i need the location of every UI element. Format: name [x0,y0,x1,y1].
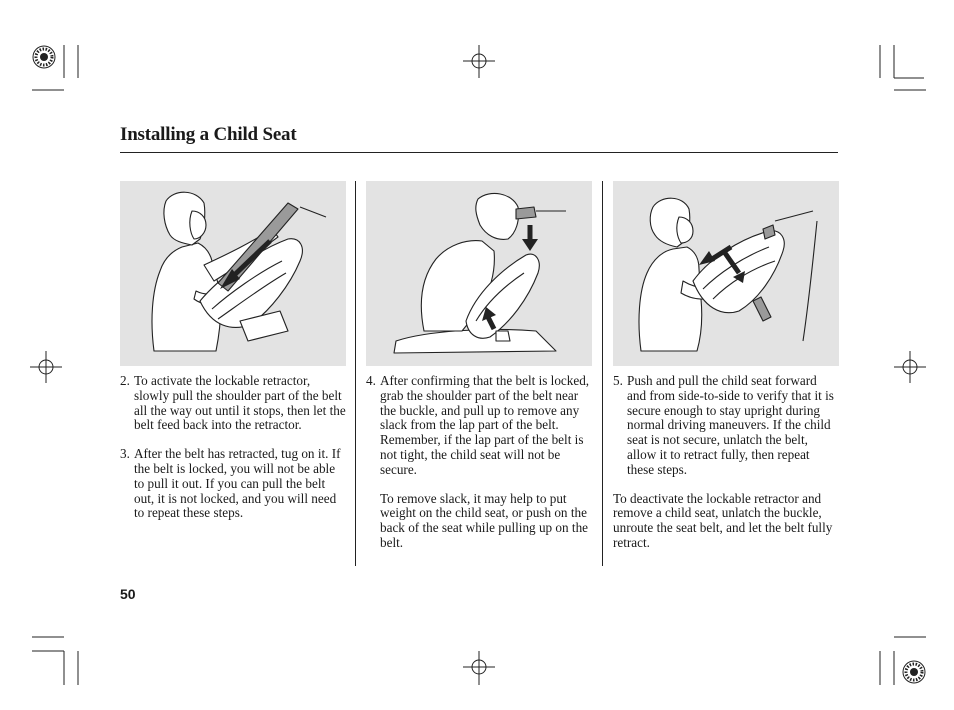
step-text: To activate the lockable retractor, slowly pull the shoulder part of the belt all the way out until it stops, then let the belt feed back into the retractor. [134,373,346,433]
step-number: 4. [366,373,376,388]
step-text: After the belt has retracted, tug on it. If the belt is locked, you will not be able to pull it out. If you can pull the belt out, it is not locked, and you will need to repeat these steps. [134,446,341,521]
step-3 [120,447,348,521]
step-number: 2. [120,373,130,388]
column-divider-1 [355,181,356,566]
illustration-test-seat-secure [613,181,839,366]
header-rule [120,152,838,153]
step-number: 5. [613,373,623,388]
step-text: After confirming that the belt is locked, grab the shoulder part of the belt near the buckle, and pull up to remove any slack from the lap part of the belt. Remember, if the lap part of the belt is not tight, the child seat will not be secure. [380,373,590,477]
step-number: 3. [120,446,130,462]
step-4 [366,374,592,478]
slack-note: To remove slack, it may help to put weight on the child seat, or push on the back of the seat while pulling up on the belt. [380,490,589,550]
column-3-text [613,374,839,551]
page-title: Installing a Child Seat [120,124,297,145]
step-2 [120,374,348,433]
page-number: 50 [120,586,136,602]
step-5 [613,374,839,478]
illustration-remove-lap-slack [366,181,592,366]
illustration-pull-shoulder-belt [120,181,346,366]
column-divider-2 [602,181,603,566]
column-2-text [366,374,592,551]
column-1-text [120,374,348,521]
registration-target-bottom-right [903,661,925,683]
step-text: Push and pull the child seat forward and from side-to-side to verify that it is secure enough to stay upright during normal driving maneuvers. If the child seat is not secure, unlatch the belt, allow it to retract fully, then repeat these steps. [627,373,834,477]
registration-target-top-left [33,46,55,68]
deactivate-note: To deactivate the lockable retractor and remove a child seat, unlatch the buckle, unroute the seat belt, and let the belt fully retract. [613,490,833,550]
